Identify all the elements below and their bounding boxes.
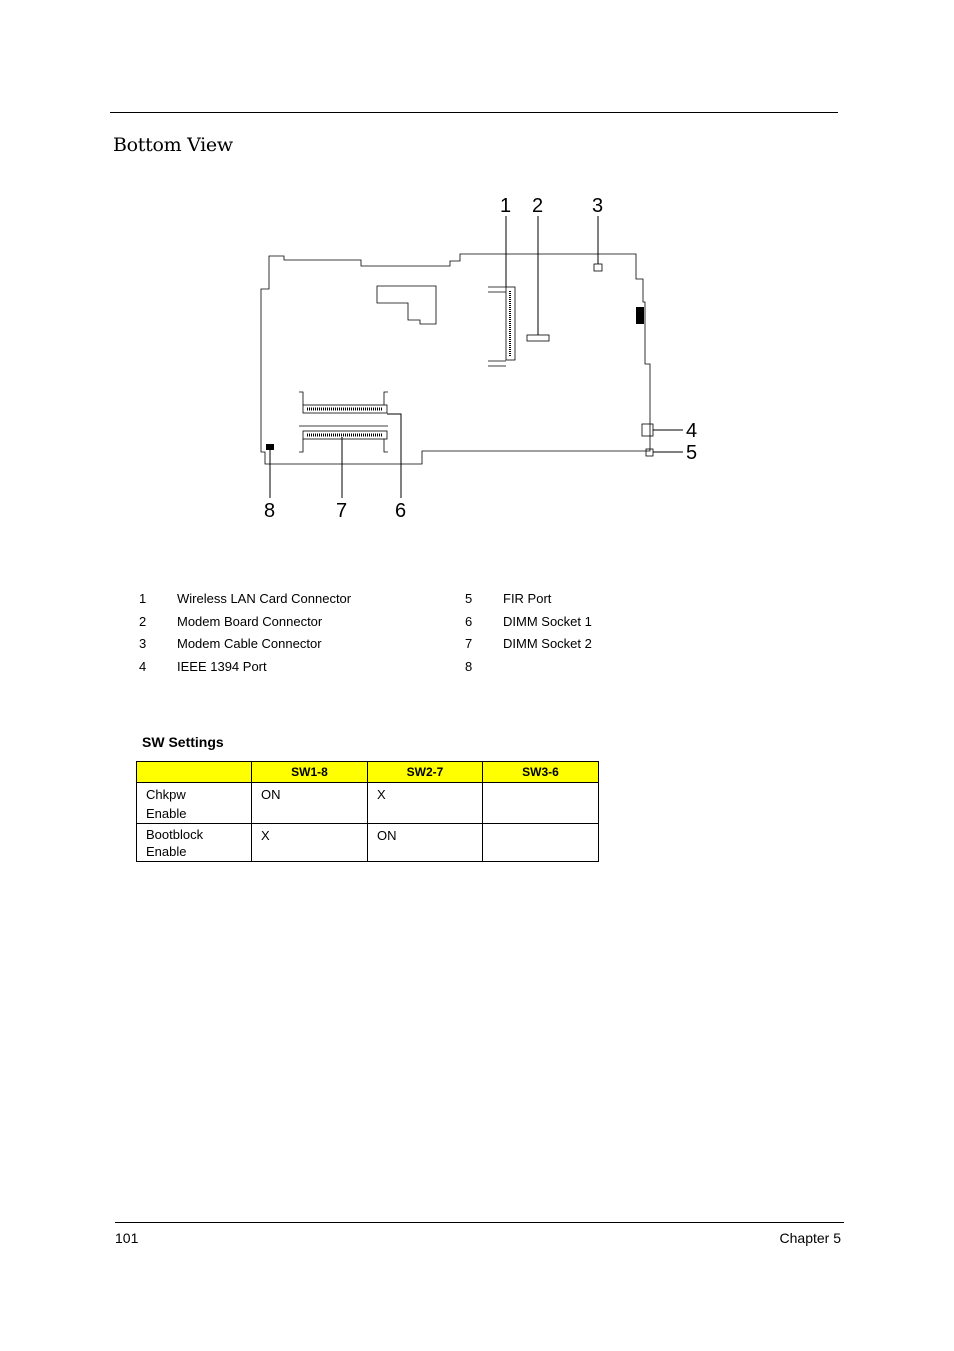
ieee1394-port <box>642 424 653 436</box>
footer-page-number: 101 <box>115 1230 139 1246</box>
table-cell <box>483 824 599 862</box>
table-cell: Bootblock Enable <box>137 824 252 862</box>
table-header-cell: SW2-7 <box>368 762 483 783</box>
table-cell: ON <box>252 783 368 824</box>
table-cell: X <box>252 824 368 862</box>
callout-2: 2 <box>532 195 544 217</box>
footer-chapter: Chapter 5 <box>779 1230 841 1246</box>
callout-1: 1 <box>500 195 512 217</box>
motherboard-bottom-diagram <box>0 0 954 560</box>
table-cell <box>483 783 599 824</box>
board-outline <box>261 254 650 464</box>
switch-8 <box>266 444 274 450</box>
modem-cable-connector <box>594 264 602 271</box>
table-row <box>137 783 599 824</box>
modem-board-connector <box>527 335 549 341</box>
table-header-row <box>137 762 599 783</box>
callout-7: 7 <box>336 500 348 522</box>
table-header-cell <box>137 762 252 783</box>
callout-6: 6 <box>395 500 407 522</box>
table-header-cell: SW3-6 <box>483 762 599 783</box>
callout-5: 5 <box>686 442 698 464</box>
table-cell: ON <box>368 824 483 862</box>
board-cutout <box>377 286 436 324</box>
sw-settings-title: SW Settings <box>142 734 224 750</box>
page-title: Bottom View <box>113 134 233 156</box>
table-cell: X <box>368 783 483 824</box>
callout-4: 4 <box>686 420 698 442</box>
footer-rule <box>115 1222 844 1223</box>
fir-port <box>646 449 653 456</box>
callout-8: 8 <box>264 500 276 522</box>
table-cell: Chkpw Enable <box>137 783 252 824</box>
callout-3: 3 <box>592 195 604 217</box>
table-row <box>137 824 599 862</box>
sw-settings-table <box>136 761 599 862</box>
table-header-cell: SW1-8 <box>252 762 368 783</box>
